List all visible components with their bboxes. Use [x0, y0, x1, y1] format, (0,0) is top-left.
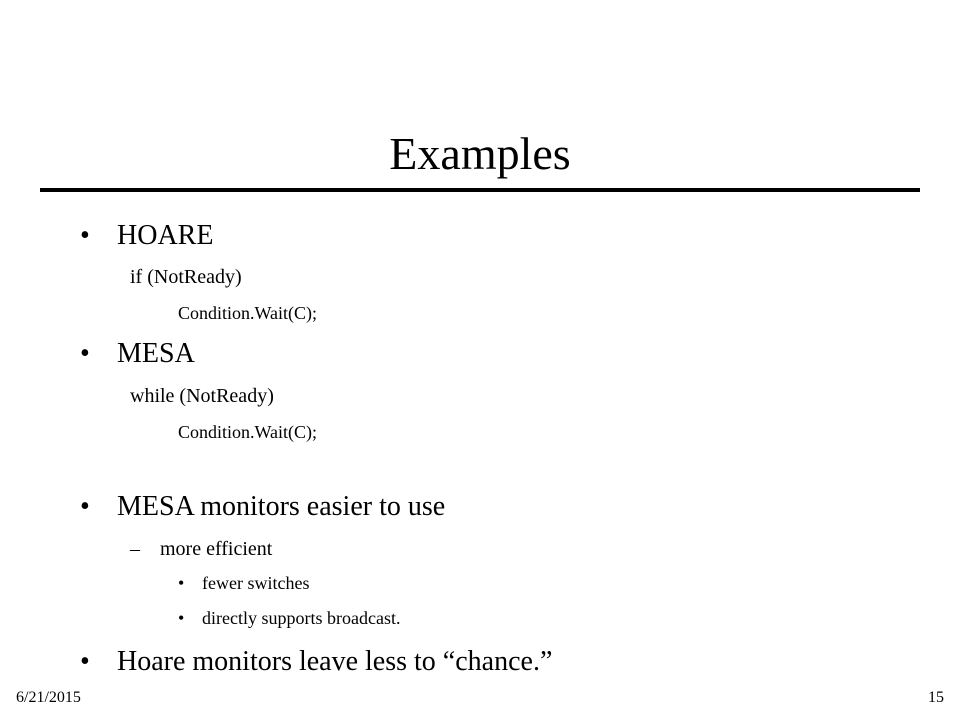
bullet-marker: • [80, 491, 90, 522]
code-line-wait-2: Condition.Wait(C); [178, 422, 318, 442]
bullet-mesa-easier: MESA monitors easier to use [117, 491, 446, 522]
bullet-marker: • [178, 573, 185, 593]
footer-date: 6/21/2015 [16, 689, 81, 706]
bullet-hoare: HOARE [117, 220, 214, 251]
code-line-wait-1: Condition.Wait(C); [178, 303, 318, 323]
sub-sub-item-broadcast: directly supports broadcast. [202, 608, 401, 628]
bullet-hoare-chance: Hoare monitors leave less to “chance.” [117, 646, 553, 677]
bullet-mesa: MESA [117, 338, 195, 369]
code-line-while: while (NotReady) [130, 385, 274, 407]
sub-sub-item-fewer-switches: fewer switches [202, 573, 310, 593]
bullet-marker: • [80, 646, 90, 677]
bullet-marker: • [80, 220, 90, 251]
bullet-marker: • [178, 608, 185, 628]
bullet-marker: • [80, 338, 90, 369]
sub-item-more-efficient: more efficient [160, 538, 273, 560]
page-number: 15 [928, 689, 944, 706]
dash-marker: – [130, 538, 140, 560]
title-divider [40, 188, 920, 192]
code-line-if: if (NotReady) [130, 266, 242, 288]
slide-title: Examples [389, 128, 571, 179]
